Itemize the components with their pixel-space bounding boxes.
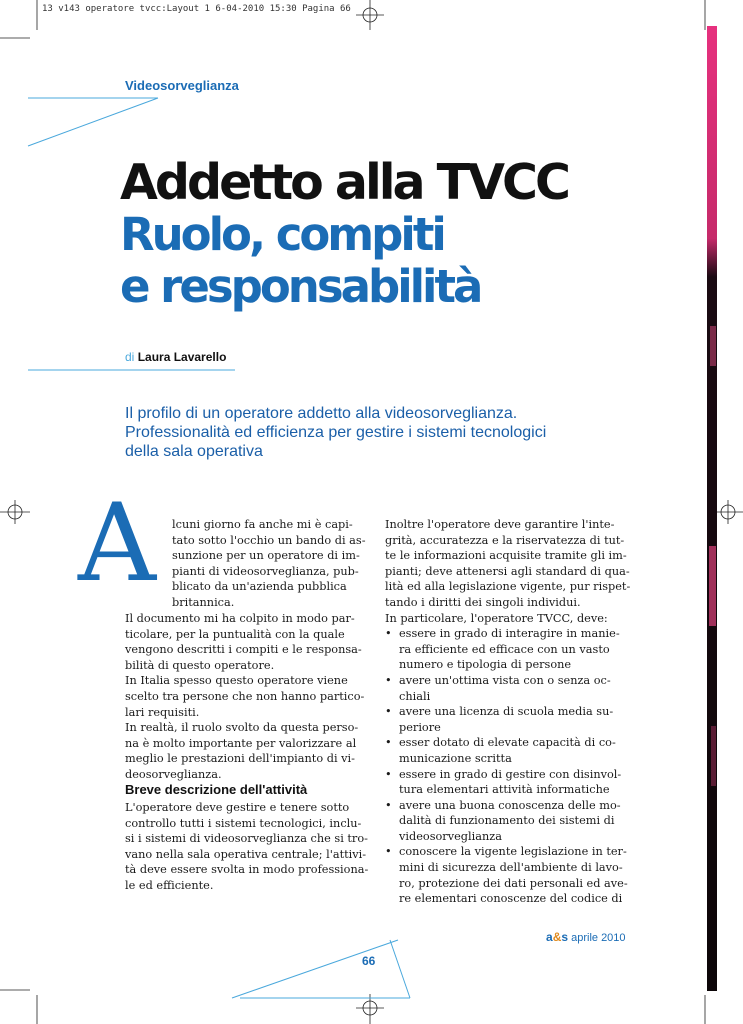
text-line: controllo tutti i sistemi tecnologici, inclu-: [125, 816, 362, 830]
bullet-marker: •: [385, 767, 392, 781]
text-line: vano nella sala operativa centrale; l'attivi-: [125, 847, 367, 861]
bullet-marker: •: [385, 627, 392, 641]
lede-line: della sala operativa: [125, 443, 263, 460]
text-line: conoscere la vigente legislazione in ter-: [399, 845, 627, 859]
text-line: In Italia spesso questo operatore viene: [125, 674, 348, 688]
column2: [385, 517, 631, 907]
column1-intro: [172, 517, 366, 611]
text-line: esser dotato di elevate capacità di co-: [399, 736, 616, 750]
text-line: bilità di questo operatore.: [125, 658, 275, 672]
text-line: avere un'ottima vista con o senza oc-: [399, 673, 611, 687]
section-heading: Breve descrizione dell'attività: [125, 782, 308, 797]
text-line: lari requisiti.: [125, 705, 200, 719]
text-line: tato sotto l'occhio un bando di as-: [172, 533, 366, 547]
text-line: re elementari conoscenze del codice di: [399, 892, 623, 906]
text-line: avere una buona conoscenza delle mo-: [399, 798, 621, 812]
text-line: ro, protezione dei dati personali ed ave-: [399, 876, 628, 890]
text-line: municazione scritta: [399, 751, 512, 765]
text-line: mini di sicurezza dell'ambiente di lavo-: [399, 861, 623, 875]
text-line: pianti; deve attenersi agli standard di qua-: [385, 564, 630, 578]
text-line: chiali: [399, 689, 431, 703]
text-line: In particolare, l'operatore TVCC, deve:: [385, 611, 608, 625]
logo-amp: &: [552, 930, 562, 944]
bullet-item: [385, 704, 625, 735]
bullet-item: [385, 767, 625, 798]
drop-cap: A: [78, 481, 156, 606]
byline-prefix: di: [125, 350, 135, 364]
text-line: deosorveglianza.: [125, 767, 222, 781]
text-line: lcuni giorno fa anche mi è capi-: [172, 518, 353, 531]
text-line: tando i diritti dei singoli individui.: [385, 595, 581, 609]
text-line: te le informazioni acquisite tramite gli im-: [385, 549, 627, 563]
edge-photo-stripe: [707, 26, 717, 991]
text-line: ra efficiente ed efficace con un vasto: [399, 642, 610, 656]
text-line: dalità di funzionamento dei sistemi di: [399, 814, 615, 828]
column1-body: [125, 611, 363, 783]
text-line: numero e tipologia di persone: [399, 658, 572, 672]
text-line: Il documento mi ha colpito in modo par-: [125, 612, 355, 625]
text-line: le ed efficiente.: [125, 878, 214, 892]
page-number: 66: [362, 954, 376, 968]
article-title: Addetto alla TVCC: [120, 154, 568, 211]
logo-a: a: [546, 930, 553, 944]
bullet-marker: •: [385, 845, 392, 859]
text-line: meglio le prestazioni dell'impianto di vi-: [125, 752, 355, 766]
bullet-item: [385, 673, 625, 704]
text-line: pianti di videosorveglianza, pub-: [172, 564, 359, 578]
article-subtitle-line1: Ruolo, compiti: [120, 208, 444, 261]
issue-date: aprile 2010: [571, 932, 626, 944]
bullet-marker: •: [385, 705, 392, 719]
text-line: essere in grado di gestire con disinvol-: [399, 767, 622, 781]
section-label: Videosorveglianza: [125, 78, 239, 93]
bullet-marker: •: [385, 736, 392, 750]
text-line: blicato da un'azienda pubblica: [172, 580, 347, 594]
text-line: tura elementari attività informatiche: [399, 783, 610, 797]
bullet-marker: •: [385, 673, 392, 687]
bullet-item: [385, 735, 625, 766]
text-line: L'operatore deve gestire e tenere sotto: [125, 801, 350, 814]
lede-line: Professionalità ed efficienza per gestire i sistemi tecnologici: [125, 424, 547, 441]
bullet-item: [385, 798, 625, 845]
text-line: britannica.: [172, 595, 235, 609]
text-line: avere una licenza di scuola media su-: [399, 705, 614, 719]
text-line: periore: [399, 720, 441, 734]
magazine-logo: [546, 930, 568, 944]
author-name: Laura Lavarello: [137, 350, 227, 364]
lede: [125, 404, 585, 461]
bullet-marker: •: [385, 798, 392, 812]
lede-line: Il profilo di un operatore addetto alla videosorveglianza.: [125, 405, 518, 422]
text-line: In realtà, il ruolo svolto da questa perso-: [125, 721, 359, 735]
text-line: vengono descritti i compiti e le responsa-: [125, 643, 362, 657]
print-slug: 13 v143 operatore tvcc:Layout 1 6-04-2010 15:30 Pagina 66: [42, 4, 351, 14]
text-line: essere in grado di interagire in manie-: [399, 627, 620, 641]
text-line: grità, accuratezza e la riservatezza di tut-: [385, 533, 625, 547]
text-line: ticolare, per la puntualità con la quale: [125, 627, 345, 641]
text-line: videosorveglianza: [399, 829, 502, 843]
bullet-item: [385, 844, 628, 906]
text-line: na è molto importante per valorizzare al: [125, 736, 357, 750]
text-line: lità ed alla legislazione vigente, pur rispet-: [385, 580, 631, 594]
column1-after-heading: [125, 800, 369, 894]
text-line: scelto tra persone che non hanno partico-: [125, 689, 365, 703]
bullet-item: [385, 626, 625, 673]
text-line: Inoltre l'operatore deve garantire l'inte-: [385, 518, 615, 531]
byline: [125, 350, 226, 364]
logo-s: s: [561, 930, 569, 944]
text-line: sunzione per un operatore di im-: [172, 549, 360, 563]
article-subtitle-line2: e responsabilità: [120, 260, 481, 313]
text-line: tà deve essere svolta in modo professiona-: [125, 863, 369, 877]
magazine-footer: [546, 930, 626, 944]
text-line: si i sistemi di videosorveglianza che si tro-: [125, 832, 368, 846]
